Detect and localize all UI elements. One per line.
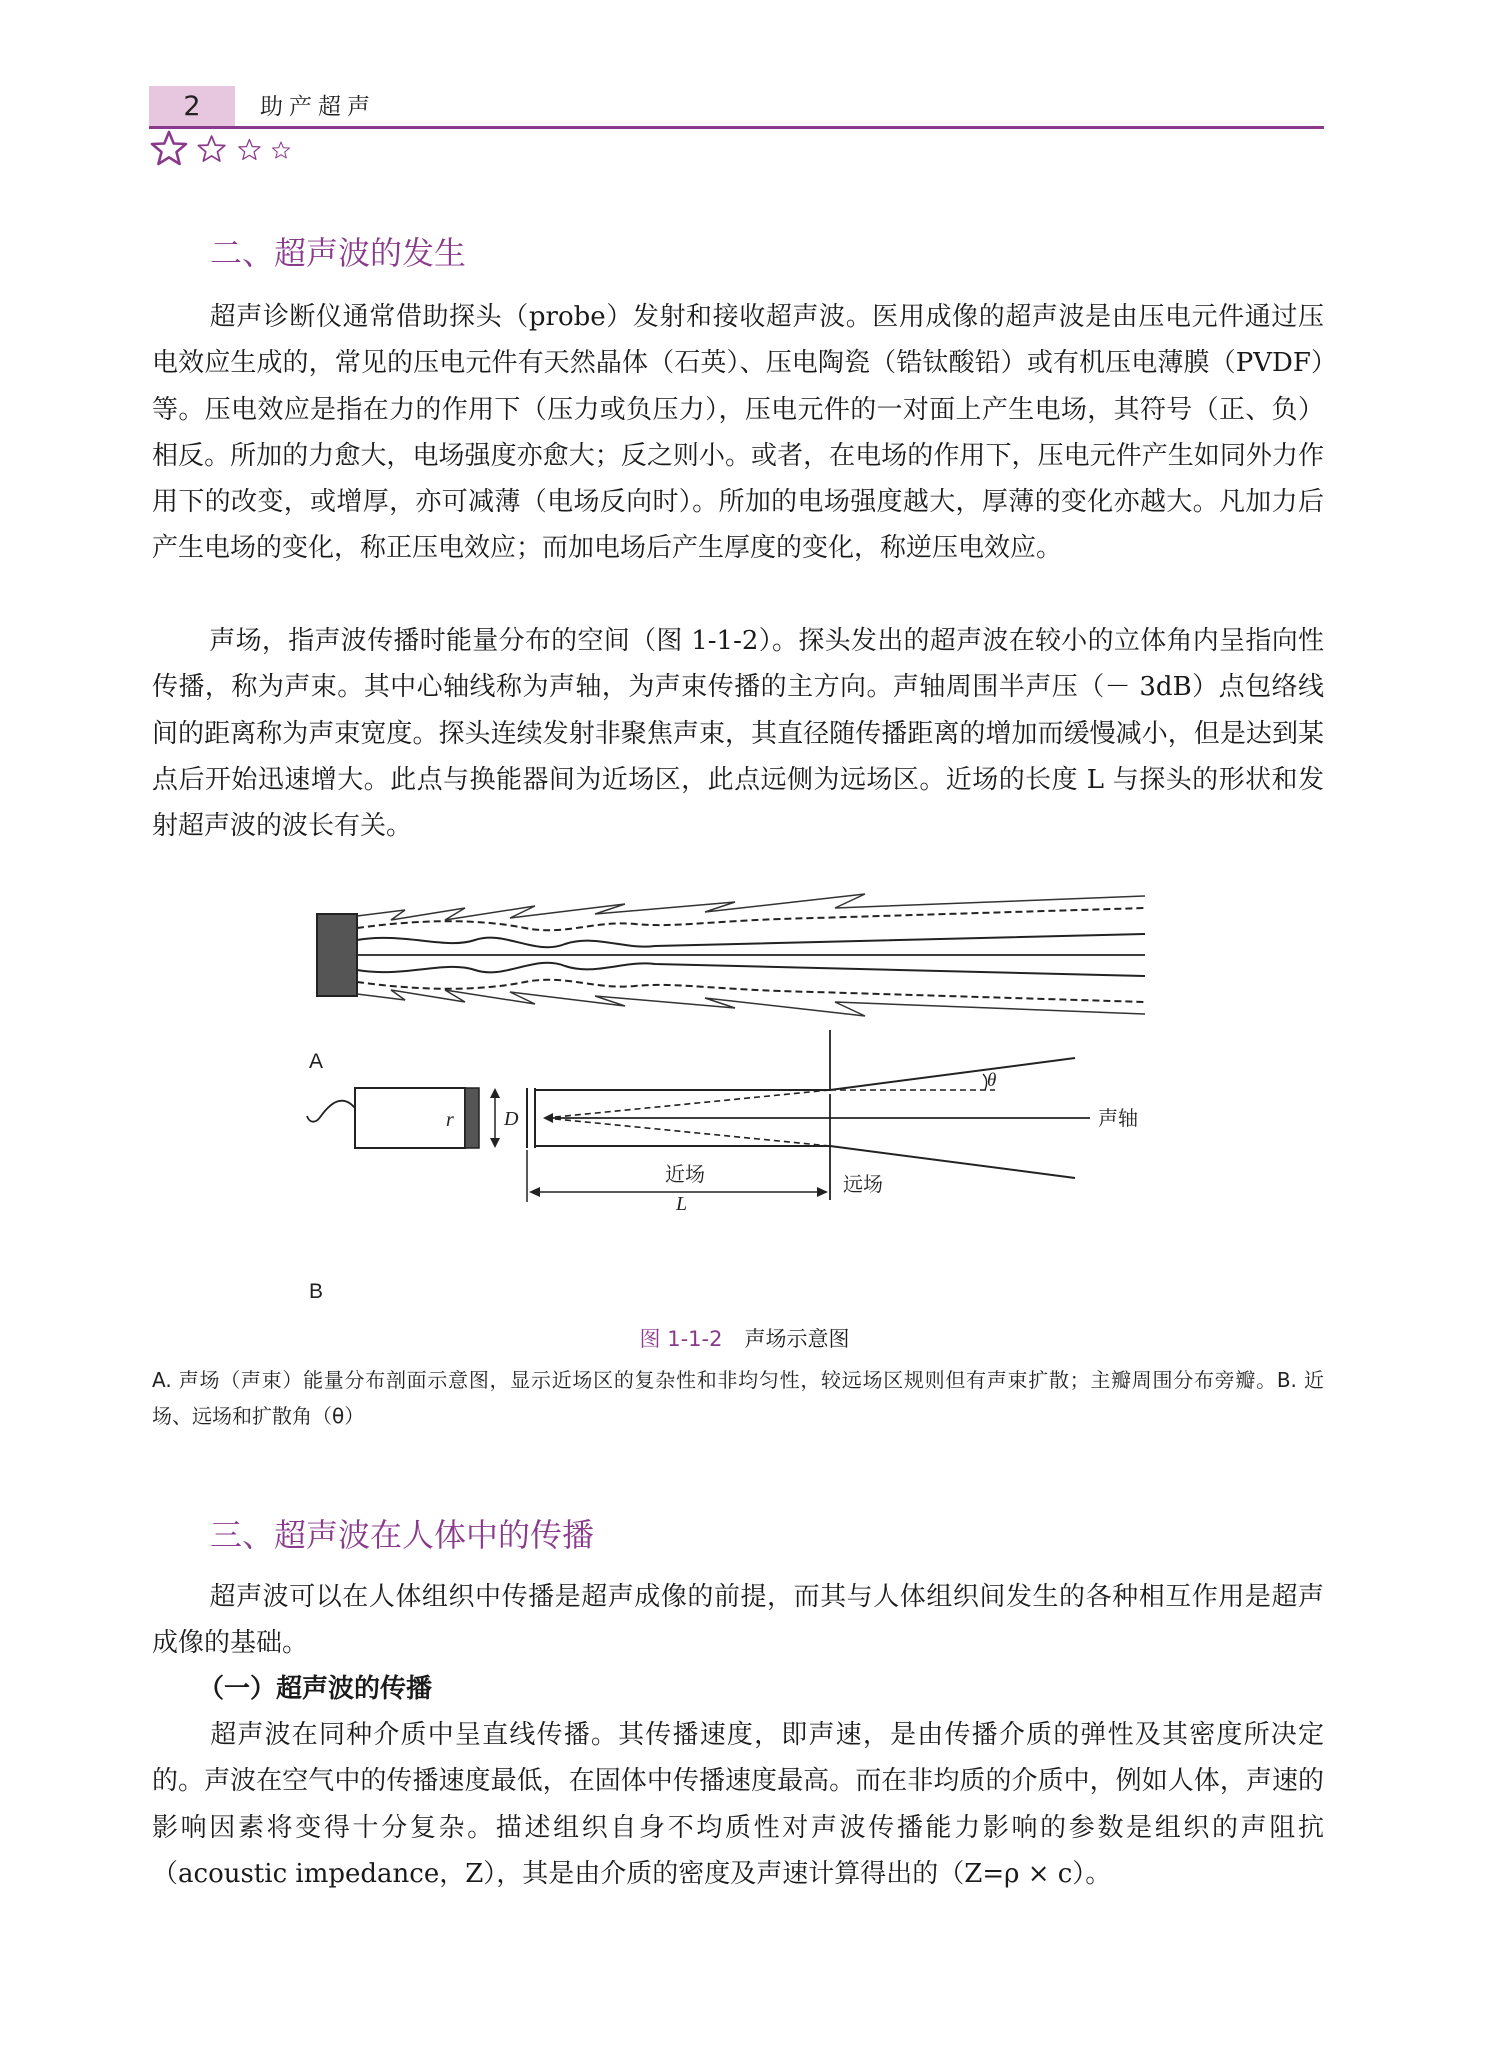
section-heading-generation: 二、超声波的发生 [210,234,467,272]
page-number: 2 [183,91,201,122]
axis-arrow-start [543,1113,553,1123]
label-L: L [676,1193,688,1215]
focus-dash-bottom [545,1118,830,1146]
paragraph-sound-speed: 超声波在同种介质中呈直线传播。其传播速度，即声速，是由传播介质的弹性及其密度所决定的。声波在空气中的传播速度最低，在固体中传播速度最高。而在非均质的介质中，例如人体，声速的影响因素将变得十分复杂。描述组织自身不均质性对声波传播能力影响的参数是组织的声阻抗（acoustic impedance，Z），其是由介质的密度及声速计算得出的（Z=ρ × c）。 [152,1720,1324,1889]
label-farfield: 远场 [843,1174,883,1196]
envelope-dashed-bottom [357,980,1145,1002]
panel-a-label: A [309,1050,324,1073]
label-axis: 声轴 [1098,1108,1138,1130]
running-header-title: 助产超声 [260,94,376,120]
paragraph-piezoelectric: 超声诊断仪通常借助探头（probe）发射和接收超声波。医用成像的超声波是由压电元件通过压电效应生成的，常见的压电元件有天然晶体（石英）、压电陶瓷（锆钛酸铅）或有机压电薄膜（PVDF）等。压电效应是指在力的作用下（压力或负压力），压电元件的一对面上产生电场，其符号（正、负）相反。所加的力愈大，电场强度亦愈大；反之则小。或者，在电场的作用下，压电元件产生如同外力作用下的改变，或增厚，亦可减薄（电场反向时）。所加的电场强度越大，厚薄的变化亦越大。凡加力后产生电场的变化，称正压电效应；而加电场后产生厚度的变化，称逆压电效应。 [152,302,1324,564]
label-theta: θ [987,1070,997,1091]
paragraph-sound-field: 声场，指声波传播时能量分布的空间（图 1-1-2）。探头发出的超声波在较小的立体角内呈指向性传播，称为声束。其中心轴线称为声轴，为声束传播的主方向。声轴周围半声压（－ 3dB）点包络线间的距离称为声束宽度。探头连续发射非聚焦声束，其直径随传播距离的增加而缓慢减小，但是达到某点后开始迅速增大。此点与换能器间为近场区，此点远侧为远场区。近场的长度 L 与探头的形状和发射超声波的波长有关。 [152,626,1324,842]
label-nearfield: 近场 [665,1164,705,1186]
figure-caption-note: A. 声场（声束）能量分布剖面示意图，显示近场区的复杂性和非均匀性，较远场区规则但有声束扩散；主瓣周围分布旁瓣。B. 近场、远场和扩散角（θ） [152,1368,1324,1428]
mainlobe-bottom [357,963,1145,976]
sidelobe-outline-bottom [357,990,1145,1016]
length-arrow-left [529,1187,540,1197]
mainlobe-top [357,934,1145,947]
sidelobe-outline-top [357,894,1145,920]
figure-number: 图 1-1-2 [639,1327,723,1351]
figure-title: 声场示意图 [744,1327,850,1351]
label-D: D [504,1108,519,1130]
envelope-dashed-top [357,908,1145,930]
figure-sound-field [295,880,1175,1310]
transducer-element [465,1088,479,1148]
probe-cable [307,1101,355,1122]
header-rule [149,126,1324,129]
farfield-top [830,1058,1075,1090]
arrowhead-up [490,1088,500,1098]
decorative-stars [149,128,309,168]
transducer-a [317,914,357,996]
paragraph-intro: 超声波可以在人体组织中传播是超声成像的前提，而其与人体组织间发生的各种相互作用是超声成像的基础。 [152,1582,1324,1659]
star-icon [152,132,186,164]
figure-caption [0,1323,1489,1353]
subheading-propagation: （一）超声波的传播 [198,1674,433,1704]
panel-b-label: B [309,1280,324,1303]
panel-b-diagram [307,1030,1138,1303]
arrowhead-down [490,1138,500,1148]
label-r: r [446,1109,454,1131]
star-icon [273,142,290,158]
section-heading-propagation: 三、超声波在人体中的传播 [210,1516,595,1554]
star-icon [198,136,225,161]
star-icon [239,139,260,159]
focus-dash-top [545,1090,830,1118]
panel-a-diagram [309,894,1145,1073]
length-arrow-right [817,1187,828,1197]
